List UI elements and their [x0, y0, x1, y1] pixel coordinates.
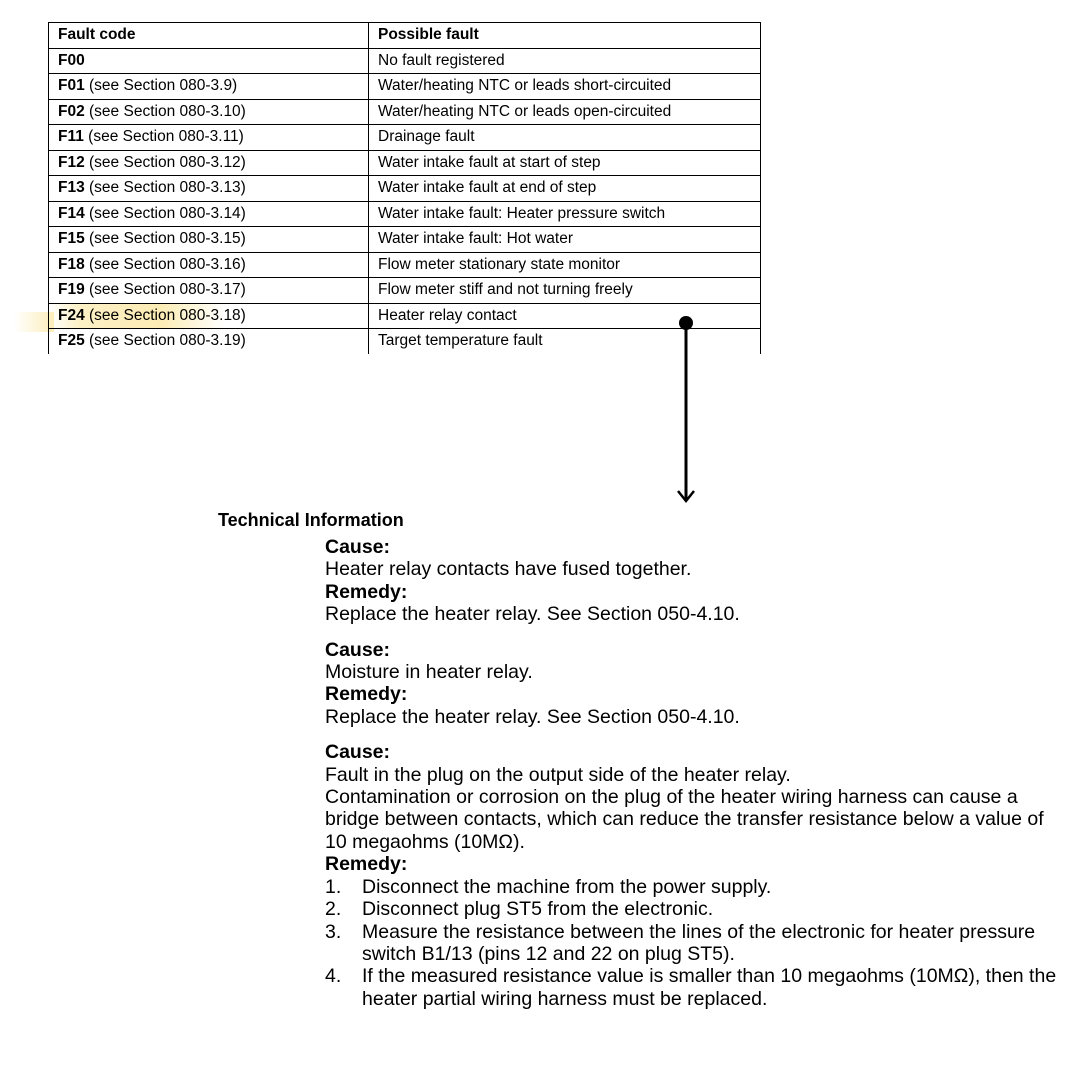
- possible-fault-cell: Water intake fault at start of step: [369, 150, 761, 176]
- fault-code: F15: [58, 230, 85, 248]
- cause-remedy-block: [325, 639, 1065, 729]
- remedy-step: [325, 898, 1065, 920]
- step-text: Measure the resistance between the lines of the electronic for heater pressure switch B1/13 (pins 12 and 22 on plug ST5).: [362, 920, 1036, 965]
- section-reference: (see Section 080-3.14): [84, 204, 246, 222]
- step-number: 3.: [325, 920, 342, 943]
- fault-code: F19: [58, 281, 85, 299]
- step-text: Disconnect the machine from the power supply.: [362, 875, 772, 898]
- remedy-label: Remedy:: [325, 683, 408, 706]
- fault-code: F12: [58, 153, 85, 171]
- fault-code: F02: [58, 102, 85, 120]
- remedy-text: Replace the heater relay. See Section 050-4.10.: [325, 705, 740, 728]
- fault-code: F13: [58, 179, 85, 197]
- fault-code: F01: [58, 77, 85, 95]
- fault-code: F00: [58, 51, 85, 69]
- fault-code: F11: [58, 128, 84, 146]
- step-number: 4.: [325, 965, 342, 988]
- cause-text: Heater relay contacts have fused together.: [325, 558, 692, 581]
- header-possible-fault: Possible fault: [369, 23, 761, 49]
- possible-fault-cell: Flow meter stiff and not turning freely: [369, 278, 761, 304]
- possible-fault-cell: Water intake fault at end of step: [369, 176, 761, 202]
- technical-information-title: Technical Information: [218, 510, 404, 530]
- fault-code: F18: [58, 255, 85, 273]
- fault-code: F24: [58, 306, 85, 324]
- possible-fault-cell: Water/heating NTC or leads short-circuited: [369, 74, 761, 100]
- section-reference: (see Section 080-3.13): [84, 179, 246, 197]
- possible-fault-cell: Drainage fault: [369, 125, 761, 151]
- cause-label: Cause:: [325, 638, 391, 661]
- section-reference: (see Section 080-3.17): [84, 281, 246, 299]
- cause-text: Fault in the plug on the output side of the heater relay.: [325, 763, 791, 786]
- section-reference: (see Section 080-3.9): [84, 77, 238, 95]
- remedy-label: Remedy:: [325, 853, 408, 876]
- remedy-step: [325, 921, 1065, 966]
- remedy-text: Replace the heater relay. See Section 050-4.10.: [325, 603, 740, 626]
- cause-text: Moisture in heater relay.: [325, 661, 533, 684]
- possible-fault-cell: Heater relay contact: [369, 303, 761, 329]
- cause-label: Cause:: [325, 536, 391, 558]
- possible-fault-cell: Water intake fault: Heater pressure switch: [369, 201, 761, 227]
- cause-remedy-block: [325, 741, 1065, 1010]
- remedy-step: [325, 876, 1065, 898]
- possible-fault-cell: Target temperature fault: [369, 329, 761, 354]
- step-number: 1.: [325, 875, 342, 898]
- fault-code: F14: [58, 204, 85, 222]
- cause-remedy-block: [325, 536, 1065, 626]
- remedy-step: [325, 965, 1065, 1010]
- cause-text: Contamination or corrosion on the plug of the heater wiring harness can cause a bridge between contacts, which can reduce the transfer resistance below a value of 10 megaohms (10MΩ).: [325, 786, 1044, 853]
- possible-fault-cell: Flow meter stationary state monitor: [369, 252, 761, 278]
- step-number: 2.: [325, 898, 342, 921]
- possible-fault-cell: No fault registered: [369, 48, 761, 74]
- step-text: If the measured resistance value is smaller than 10 megaohms (10MΩ), then the heater partial wiring harness must be replaced.: [362, 965, 1057, 1010]
- possible-fault-cell: Water/heating NTC or leads open-circuited: [369, 99, 761, 125]
- fault-code: F25: [58, 332, 85, 350]
- section-reference: (see Section 080-3.16): [84, 255, 246, 273]
- possible-fault-cell: Water intake fault: Hot water: [369, 227, 761, 253]
- cause-label: Cause:: [325, 741, 391, 764]
- section-reference: (see Section 080-3.19): [84, 332, 246, 350]
- remedy-label: Remedy:: [325, 580, 408, 603]
- section-reference: (see Section 080-3.10): [84, 102, 246, 120]
- remedy-steps: [325, 876, 1065, 1010]
- step-text: Disconnect plug ST5 from the electronic.: [362, 898, 714, 921]
- technical-information-body: [325, 536, 1065, 1010]
- section-reference: (see Section 080-3.11): [83, 128, 244, 146]
- section-reference: (see Section 080-3.12): [84, 153, 246, 171]
- header-fault-code: Fault code: [49, 23, 369, 49]
- section-reference: (see Section 080-3.18): [84, 306, 246, 324]
- section-reference: (see Section 080-3.15): [84, 230, 246, 248]
